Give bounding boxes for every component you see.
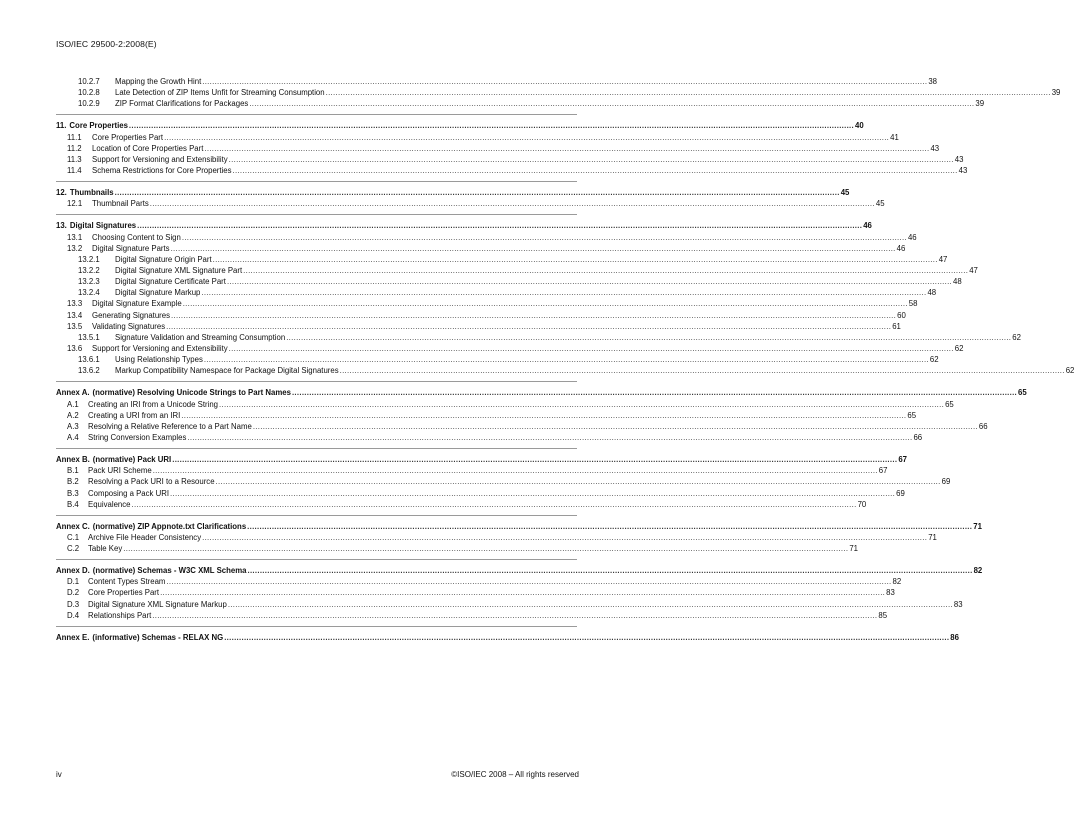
toc-entry[interactable] xyxy=(56,599,963,610)
dot-leader xyxy=(166,576,891,587)
toc-entry-number: D.4 xyxy=(67,610,80,620)
toc-entry[interactable] xyxy=(56,465,888,476)
toc-entry-number: 13.6.1 xyxy=(78,355,100,365)
toc-entry[interactable] xyxy=(56,76,938,87)
toc-entry-number: 11. xyxy=(56,121,67,131)
toc-entry-page: 60 xyxy=(897,310,906,320)
dot-leader xyxy=(131,499,856,510)
toc-entry-number: A.3 xyxy=(67,421,79,431)
dot-leader xyxy=(129,120,854,131)
dot-leader xyxy=(292,387,1017,398)
toc-entry-number: 13.6 xyxy=(67,343,83,353)
dot-leader xyxy=(216,476,941,487)
toc-entry-number: 13.5.1 xyxy=(78,332,100,342)
dot-leader xyxy=(150,198,875,209)
toc-entry-page: 69 xyxy=(941,477,951,487)
toc-entry[interactable] xyxy=(56,276,962,287)
toc-entry[interactable] xyxy=(56,321,901,332)
toc-entry-title: Signature Validation and Streaming Consumption xyxy=(115,332,286,342)
dot-leader xyxy=(152,610,877,621)
toc-entry-page: 39 xyxy=(975,99,985,109)
toc-entry-page: 71 xyxy=(973,521,982,531)
copyright-notice: ©ISO/IEC 2008 – All rights reserved xyxy=(451,770,579,779)
toc-entry-title: String Conversion Examples xyxy=(88,432,187,442)
toc-entry-page: 45 xyxy=(840,188,850,198)
toc-entry-number: 13. xyxy=(56,221,67,231)
dot-leader xyxy=(202,532,927,543)
toc-entry[interactable] xyxy=(56,515,982,532)
toc-entry[interactable] xyxy=(56,232,917,243)
dot-leader xyxy=(229,343,954,354)
toc-entry-number: B.1 xyxy=(67,466,79,476)
toc-entry[interactable] xyxy=(56,532,937,543)
toc-entry-page: 65 xyxy=(945,399,954,409)
toc-entry[interactable] xyxy=(56,181,850,198)
toc-entry-page: 71 xyxy=(928,532,937,542)
toc-entry-title: Creating an IRI from a Unicode String xyxy=(88,399,219,409)
toc-entry-number: D.1 xyxy=(67,577,80,587)
toc-entry-title: Digital Signature XML Signature Markup xyxy=(88,599,227,609)
toc-entry[interactable] xyxy=(56,254,948,265)
toc-entry[interactable] xyxy=(56,154,964,165)
toc-entry[interactable] xyxy=(56,298,918,309)
dot-leader xyxy=(183,298,908,309)
toc-entry-number: D.3 xyxy=(67,599,80,609)
toc-entry-page: 41 xyxy=(890,132,899,142)
toc-entry-number: 13.4 xyxy=(67,310,83,320)
toc-entry-page: 61 xyxy=(892,321,901,331)
toc-entry[interactable] xyxy=(56,287,937,298)
dot-leader xyxy=(123,543,848,554)
toc-entry[interactable] xyxy=(56,332,1021,343)
dot-leader xyxy=(224,632,949,643)
toc-entry-page: 62 xyxy=(1012,332,1021,342)
toc-entry-page: 66 xyxy=(913,432,923,442)
toc-entry[interactable] xyxy=(56,488,905,499)
toc-entry[interactable] xyxy=(56,354,939,365)
dot-leader xyxy=(233,165,958,176)
dot-leader xyxy=(201,287,926,298)
dot-leader xyxy=(171,310,896,321)
toc-entry-page: 46 xyxy=(907,232,917,242)
toc-entry-title: Core Properties Part xyxy=(92,132,164,142)
toc-entry-number: Annex B. xyxy=(56,455,90,465)
toc-entry-number: 13.2.1 xyxy=(78,254,100,264)
table-of-contents xyxy=(56,76,1074,643)
toc-entry[interactable] xyxy=(56,448,907,465)
toc-entry-number: 13.2.2 xyxy=(78,265,100,275)
toc-entry-page: 62 xyxy=(954,343,964,353)
toc-entry-number: C.2 xyxy=(67,544,80,554)
toc-entry[interactable] xyxy=(56,243,906,254)
toc-entry-number: 12.1 xyxy=(67,199,83,209)
toc-entry-title: ZIP Format Clarifications for Packages xyxy=(115,99,249,109)
toc-entry-number: 13.3 xyxy=(67,299,83,309)
toc-entry[interactable] xyxy=(56,543,859,554)
dot-leader xyxy=(243,265,968,276)
toc-entry-title: Composing a Pack URI xyxy=(88,488,170,498)
toc-entry[interactable] xyxy=(56,365,1074,376)
toc-entry-number: 11.4 xyxy=(67,165,82,175)
toc-entry-title: Archive File Header Consistency xyxy=(88,532,202,542)
dot-leader xyxy=(187,432,912,443)
toc-entry-title: (normative) ZIP Appnote.txt Clarifications xyxy=(92,521,247,531)
dot-leader xyxy=(204,354,929,365)
toc-entry-number: 13.1 xyxy=(67,232,83,242)
dot-leader xyxy=(171,243,896,254)
dot-leader xyxy=(229,154,954,165)
toc-entry-number: 11.2 xyxy=(67,143,82,153)
toc-entry-title: Validating Signatures xyxy=(92,321,166,331)
dot-leader xyxy=(286,332,1011,343)
toc-entry-number: A.2 xyxy=(67,410,79,420)
toc-entry-page: 43 xyxy=(954,154,964,164)
toc-entry-page: 46 xyxy=(863,221,872,231)
toc-entry-title: Digital Signature XML Signature Part xyxy=(115,265,243,275)
toc-entry[interactable] xyxy=(56,432,923,443)
toc-entry-title: Resolving a Relative Reference to a Part Name xyxy=(88,421,252,431)
toc-entry-number: Annex C. xyxy=(56,521,90,531)
toc-entry[interactable] xyxy=(56,626,959,643)
toc-entry-number: 10.2.7 xyxy=(78,77,100,86)
dot-leader xyxy=(137,220,862,231)
toc-entry-number: C.1 xyxy=(67,532,80,542)
dot-leader xyxy=(202,76,927,87)
dot-leader xyxy=(249,98,974,109)
toc-entry[interactable] xyxy=(56,310,906,321)
toc-entry[interactable] xyxy=(56,499,867,510)
toc-entry-page: 67 xyxy=(898,455,907,465)
toc-entry-title: Mapping the Growth Hint xyxy=(115,77,202,86)
toc-entry[interactable] xyxy=(56,610,888,621)
toc-entry[interactable] xyxy=(56,381,1027,398)
toc-entry-page: 66 xyxy=(978,421,988,431)
toc-entry-title: (informative) Schemas - RELAX NG xyxy=(92,632,224,642)
toc-entry-number: 13.6.2 xyxy=(78,366,100,376)
toc-entry-page: 48 xyxy=(927,288,937,298)
toc-entry[interactable] xyxy=(56,343,964,354)
toc-entry-title: Digital Signatures xyxy=(69,221,137,231)
toc-entry-number: 10.2.8 xyxy=(78,88,100,98)
toc-entry-title: Core Properties xyxy=(69,121,128,131)
toc-entry-title: Support for Versioning and Extensibility xyxy=(92,154,228,164)
toc-entry-page: 43 xyxy=(958,165,968,175)
dot-leader xyxy=(326,87,1051,98)
toc-entry-page: 38 xyxy=(928,77,938,86)
toc-entry-page: 58 xyxy=(908,299,918,309)
toc-entry[interactable] xyxy=(56,576,902,587)
dot-leader xyxy=(164,132,889,143)
toc-entry-number: A.1 xyxy=(67,399,79,409)
toc-entry-title: Digital Signature Certificate Part xyxy=(115,277,226,287)
toc-entry-title: Thumbnail Parts xyxy=(92,199,149,209)
toc-entry-page: 69 xyxy=(896,488,905,498)
toc-entry-title: Late Detection of ZIP Items Unfit for Streaming Consumption xyxy=(115,88,325,98)
toc-entry-page: 70 xyxy=(857,499,867,509)
toc-entry[interactable] xyxy=(56,559,983,576)
toc-entry-number: 12. xyxy=(56,188,67,198)
document-header: ISO/IEC 29500-2:2008(E) xyxy=(56,39,157,49)
toc-entry-title: Location of Core Properties Part xyxy=(92,143,204,153)
toc-entry-page: 40 xyxy=(855,121,864,131)
toc-entry-title: Digital Signature Origin Part xyxy=(115,254,212,264)
toc-entry-number: B.3 xyxy=(67,488,79,498)
toc-entry-number: 11.1 xyxy=(67,132,82,142)
toc-entry-title: (normative) Resolving Unicode Strings to Part Names xyxy=(92,388,291,398)
toc-entry-title: Choosing Content to Sign xyxy=(92,232,181,242)
toc-entry-number: 13.2.4 xyxy=(78,288,100,298)
toc-entry-number: D.2 xyxy=(67,588,80,598)
toc-entry[interactable] xyxy=(56,265,978,276)
toc-entry-page: 82 xyxy=(892,577,902,587)
toc-entry[interactable] xyxy=(56,87,1061,98)
toc-entry[interactable] xyxy=(56,198,885,209)
toc-entry-page: 47 xyxy=(969,265,978,275)
toc-entry-title: Digital Signature Markup xyxy=(115,288,201,298)
toc-entry-title: Core Properties Part xyxy=(88,588,160,598)
toc-entry-page: 65 xyxy=(1018,388,1027,398)
toc-entry-title: (normative) Pack URI xyxy=(92,455,172,465)
toc-entry[interactable] xyxy=(56,476,951,487)
toc-entry[interactable] xyxy=(56,165,968,176)
dot-leader xyxy=(213,254,938,265)
toc-entry-page: 62 xyxy=(1065,366,1074,376)
toc-entry-page: 71 xyxy=(849,544,859,554)
dot-leader xyxy=(247,521,972,532)
toc-entry-page: 82 xyxy=(973,566,983,576)
toc-entry-page: 46 xyxy=(896,243,906,253)
toc-entry[interactable] xyxy=(56,587,895,598)
toc-entry-title: Resolving a Pack URI to a Resource xyxy=(88,477,215,487)
toc-entry-title: Markup Compatibility Namespace for Package Digital Signatures xyxy=(115,366,339,376)
dot-leader xyxy=(181,410,906,421)
toc-entry-title: (normative) Schemas - W3C XML Schema xyxy=(92,566,247,576)
toc-entry-number: 13.2.3 xyxy=(78,277,100,287)
toc-entry-page: 65 xyxy=(907,410,917,420)
toc-entry-page: 48 xyxy=(953,277,962,287)
toc-entry-page: 67 xyxy=(878,466,888,476)
toc-entry-title: Equivalence xyxy=(88,499,131,509)
dot-leader xyxy=(182,232,907,243)
dot-leader xyxy=(340,365,1065,376)
toc-entry[interactable] xyxy=(56,410,917,421)
toc-entry-page: 83 xyxy=(886,588,895,598)
dot-leader xyxy=(227,276,952,287)
dot-leader xyxy=(247,565,972,576)
toc-entry[interactable] xyxy=(56,132,899,143)
dot-leader xyxy=(204,143,929,154)
dot-leader xyxy=(153,465,878,476)
toc-entry-title: Thumbnails xyxy=(69,188,114,198)
toc-entry[interactable] xyxy=(56,421,988,432)
toc-entry-number: B.2 xyxy=(67,477,79,487)
toc-entry-title: Content Types Stream xyxy=(88,577,166,587)
toc-entry-title: Table Key xyxy=(88,544,123,554)
page-number: iv xyxy=(56,770,62,779)
toc-entry-title: Generating Signatures xyxy=(92,310,171,320)
toc-entry-number: B.4 xyxy=(67,499,79,509)
toc-entry-page: 39 xyxy=(1051,88,1061,98)
toc-entry[interactable] xyxy=(56,98,985,109)
toc-entry-number: Annex A. xyxy=(56,388,90,398)
toc-entry-page: 47 xyxy=(938,254,948,264)
dot-leader xyxy=(219,399,944,410)
toc-entry-title: Pack URI Scheme xyxy=(88,466,152,476)
toc-entry-title: Digital Signature Example xyxy=(92,299,182,309)
dot-leader xyxy=(170,488,895,499)
toc-entry-title: Creating a URI from an IRI xyxy=(88,410,181,420)
toc-entry-title: Support for Versioning and Extensibility xyxy=(92,343,228,353)
toc-entry-number: 13.2 xyxy=(67,243,83,253)
dot-leader xyxy=(115,187,840,198)
toc-entry-number: Annex D. xyxy=(56,566,90,576)
toc-entry-number: Annex E. xyxy=(56,632,90,642)
toc-entry-title: Digital Signature Parts xyxy=(92,243,170,253)
toc-entry-title: Schema Restrictions for Core Properties xyxy=(92,165,232,175)
toc-entry-page: 43 xyxy=(930,143,940,153)
dot-leader xyxy=(253,421,978,432)
toc-entry-page: 86 xyxy=(950,632,959,642)
toc-entry-page: 83 xyxy=(953,599,963,609)
toc-entry-title: Using Relationship Types xyxy=(115,355,203,365)
toc-entry-number: 13.5 xyxy=(67,321,83,331)
toc-entry-title: Relationships Part xyxy=(88,610,152,620)
toc-entry[interactable] xyxy=(56,399,954,410)
toc-entry-number: 10.2.9 xyxy=(78,99,100,109)
toc-entry[interactable] xyxy=(56,214,872,231)
toc-entry-page: 45 xyxy=(875,199,885,209)
dot-leader xyxy=(160,587,885,598)
dot-leader xyxy=(172,454,897,465)
toc-entry[interactable] xyxy=(56,114,864,131)
toc-entry-number: 11.3 xyxy=(67,154,82,164)
toc-entry-page: 85 xyxy=(878,610,888,620)
toc-entry-page: 62 xyxy=(929,355,939,365)
dot-leader xyxy=(228,599,953,610)
toc-entry[interactable] xyxy=(56,143,940,154)
toc-entry-number: A.4 xyxy=(67,432,79,442)
dot-leader xyxy=(166,321,891,332)
